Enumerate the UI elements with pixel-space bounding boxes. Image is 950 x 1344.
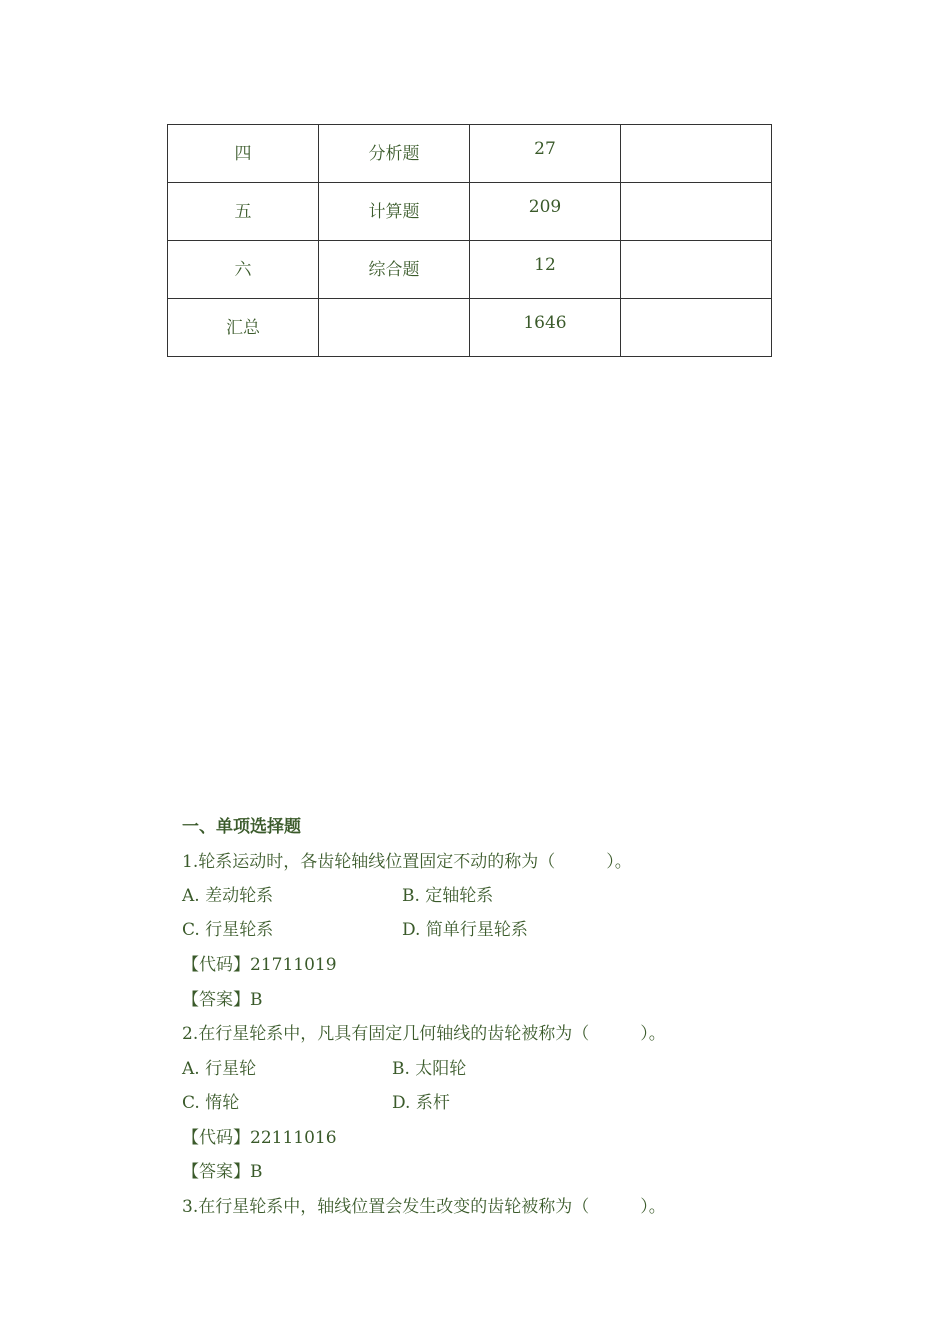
table-cell: 综合题 xyxy=(319,241,470,299)
option-c: C. 行星轮系 xyxy=(182,920,274,940)
question-answer: 【答案】B xyxy=(182,990,263,1010)
question-stem: 1.轮系运动时，各齿轮轴线位置固定不动的称为（ ）。 xyxy=(182,852,632,872)
question-stem: 3.在行星轮系中，轴线位置会发生改变的齿轮被称为（ ）。 xyxy=(182,1197,666,1217)
option-d: D. 系杆 xyxy=(392,1093,450,1113)
table-row xyxy=(168,241,772,299)
option-b: B. 定轴轮系 xyxy=(402,886,494,906)
table-cell: 分析题 xyxy=(319,125,470,183)
summary-table xyxy=(167,124,772,357)
table-cell: 计算题 xyxy=(319,183,470,241)
table-cell xyxy=(319,299,470,357)
table-cell: 27 xyxy=(470,125,621,183)
table-row xyxy=(168,183,772,241)
option-c: C. 惰轮 xyxy=(182,1093,240,1113)
table-cell xyxy=(621,183,772,241)
question-code: 【代码】22111016 xyxy=(182,1128,337,1148)
table-cell: 四 xyxy=(168,125,319,183)
question-answer: 【答案】B xyxy=(182,1162,263,1182)
table-cell: 汇总 xyxy=(168,299,319,357)
table-cell xyxy=(621,299,772,357)
table-cell xyxy=(621,125,772,183)
table-cell: 12 xyxy=(470,241,621,299)
table-cell: 209 xyxy=(470,183,621,241)
option-a: A. 差动轮系 xyxy=(182,886,274,906)
question-stem: 2.在行星轮系中，凡具有固定几何轴线的齿轮被称为（ ）。 xyxy=(182,1024,666,1044)
table-row xyxy=(168,125,772,183)
table-cell: 五 xyxy=(168,183,319,241)
table-cell: 六 xyxy=(168,241,319,299)
table-cell: 1646 xyxy=(470,299,621,357)
table-row xyxy=(168,299,772,357)
option-d: D. 简单行星轮系 xyxy=(402,920,528,940)
option-b: B. 太阳轮 xyxy=(392,1059,467,1079)
section-heading: 一、单项选择题 xyxy=(182,817,301,837)
option-a: A. 行星轮 xyxy=(182,1059,257,1079)
table-cell xyxy=(621,241,772,299)
question-code: 【代码】21711019 xyxy=(182,955,337,975)
